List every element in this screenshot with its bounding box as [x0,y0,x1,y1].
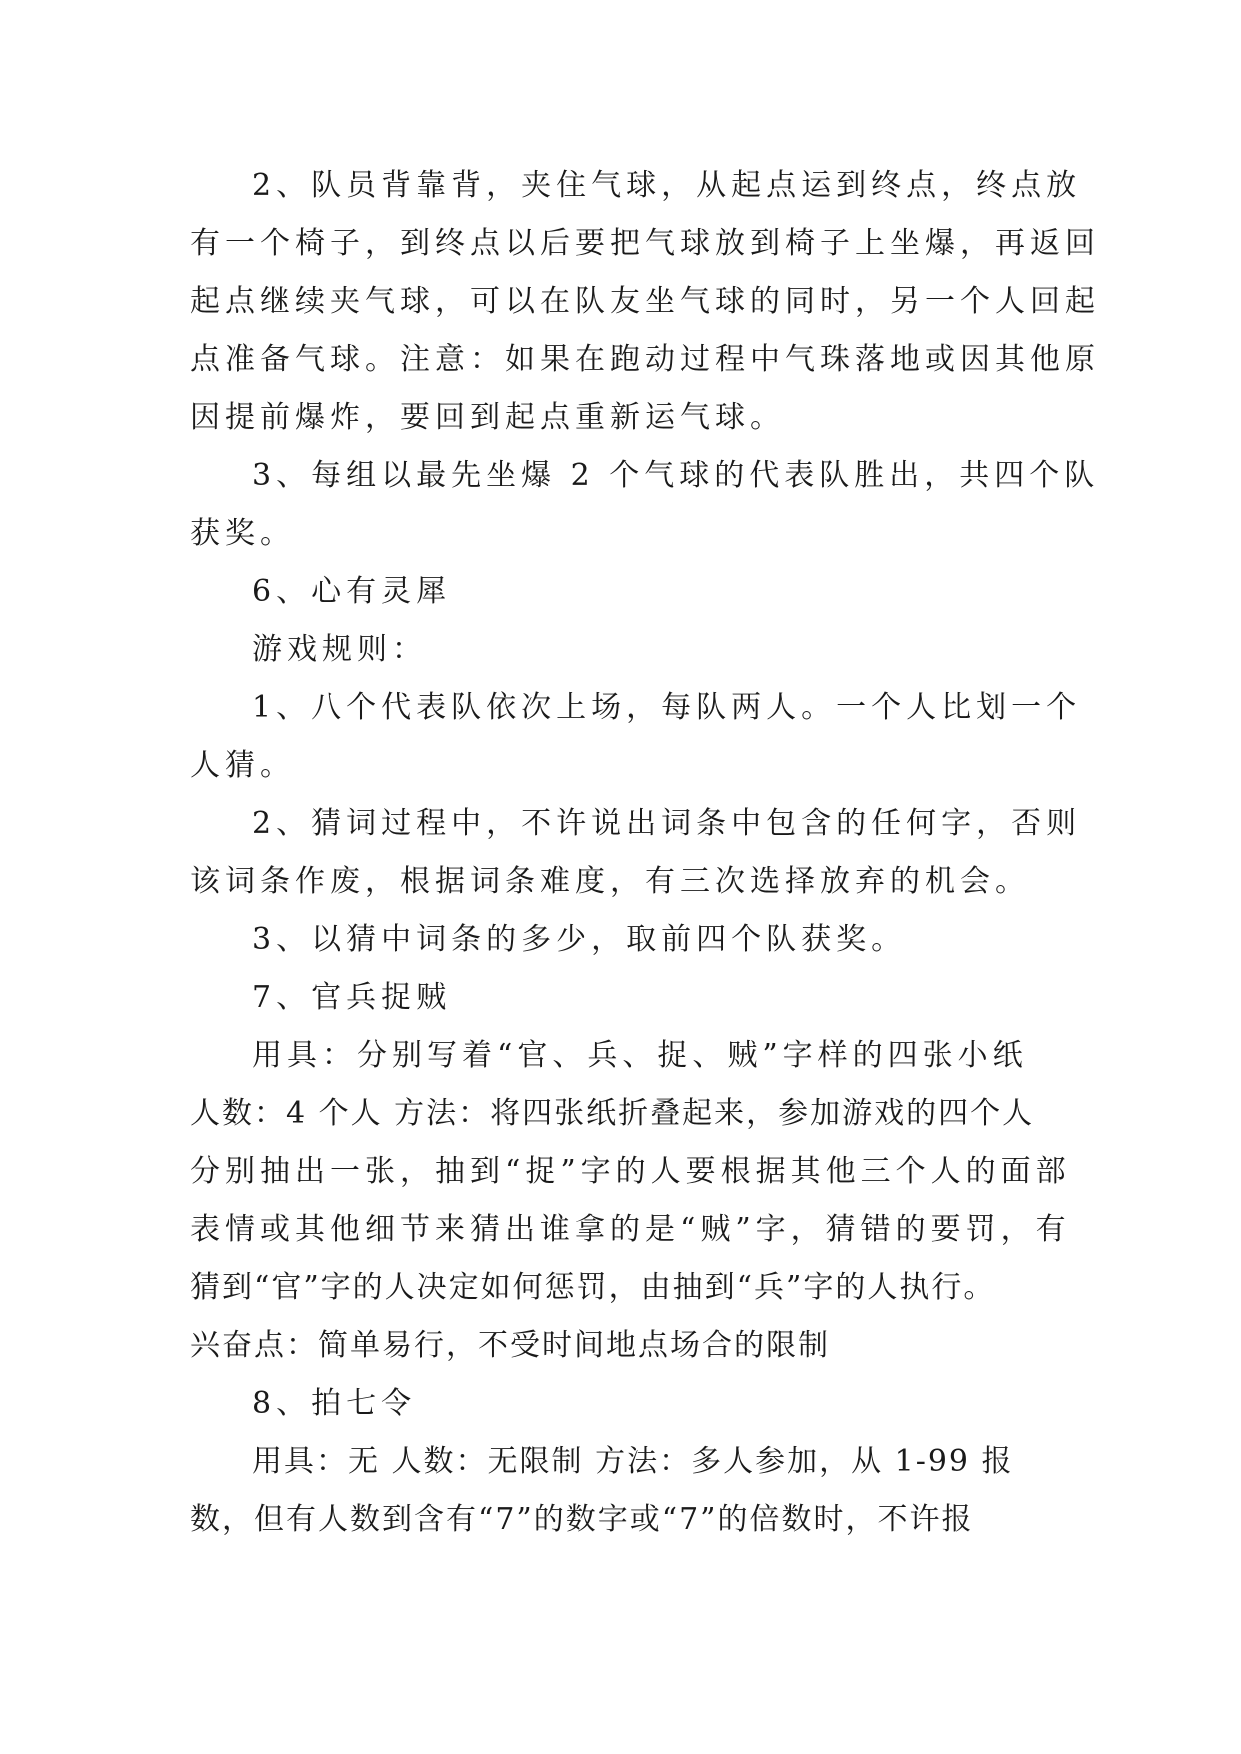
paragraph-line: 分别抽出一张，抽到“捉”字的人要根据其他三个人的面部 [190,1154,1071,1189]
paragraph-line: 2、队员背靠背，夹住气球，从起点运到终点，终点放 [252,168,1082,203]
paragraph-line: 1、八个代表队依次上场，每队两人。一个人比划一个 [252,690,1082,725]
subheading: 游戏规则： [252,632,427,667]
paragraph-line: 猜到“官”字的人决定如何惩罚，由抽到“兵”字的人执行。 [190,1270,996,1305]
paragraph-line: 该词条作废，根据词条难度，有三次选择放弃的机会。 [190,864,1030,899]
paragraph-line: 人数：4 个人 方法：将四张纸折叠起来，参加游戏的四个人 [190,1096,1035,1131]
paragraph-line: 表情或其他细节来猜出谁拿的是“贼”字，猜错的要罚，有 [190,1212,1071,1247]
paragraph-line: 2、猜词过程中，不许说出词条中包含的任何字，否则 [252,806,1082,841]
section-heading: 8、拍七令 [252,1386,417,1421]
paragraph-line: 3、每组以最先坐爆 2 个气球的代表队胜出，共四个队 [252,458,1100,493]
paragraph-line: 获奖。 [190,516,295,551]
paragraph-line: 起点继续夹气球，可以在队友坐气球的同时，另一个人回起 [190,284,1100,319]
section-heading: 6、心有灵犀 [252,574,452,609]
paragraph-line: 3、以猜中词条的多少，取前四个队获奖。 [252,922,907,957]
section-heading: 7、官兵捉贼 [252,980,452,1015]
paragraph-line: 用具：分别写着“官、兵、捉、贼”字样的四张小纸 [252,1038,1028,1073]
paragraph-line: 因提前爆炸，要回到起点重新运气球。 [190,400,785,435]
paragraph-line: 数，但有人数到含有“7”的数字或“7”的倍数时，不许报 [190,1502,974,1537]
paragraph-line: 兴奋点：简单易行，不受时间地点场合的限制 [190,1328,830,1363]
paragraph-line: 用具：无 人数：无限制 方法：多人参加，从 1-99 报 [252,1444,1014,1479]
paragraph-line: 点准备气球。注意：如果在跑动过程中气珠落地或因其他原 [190,342,1100,377]
paragraph-line: 人猜。 [190,748,295,783]
paragraph-line: 有一个椅子，到终点以后要把气球放到椅子上坐爆，再返回 [190,226,1100,261]
